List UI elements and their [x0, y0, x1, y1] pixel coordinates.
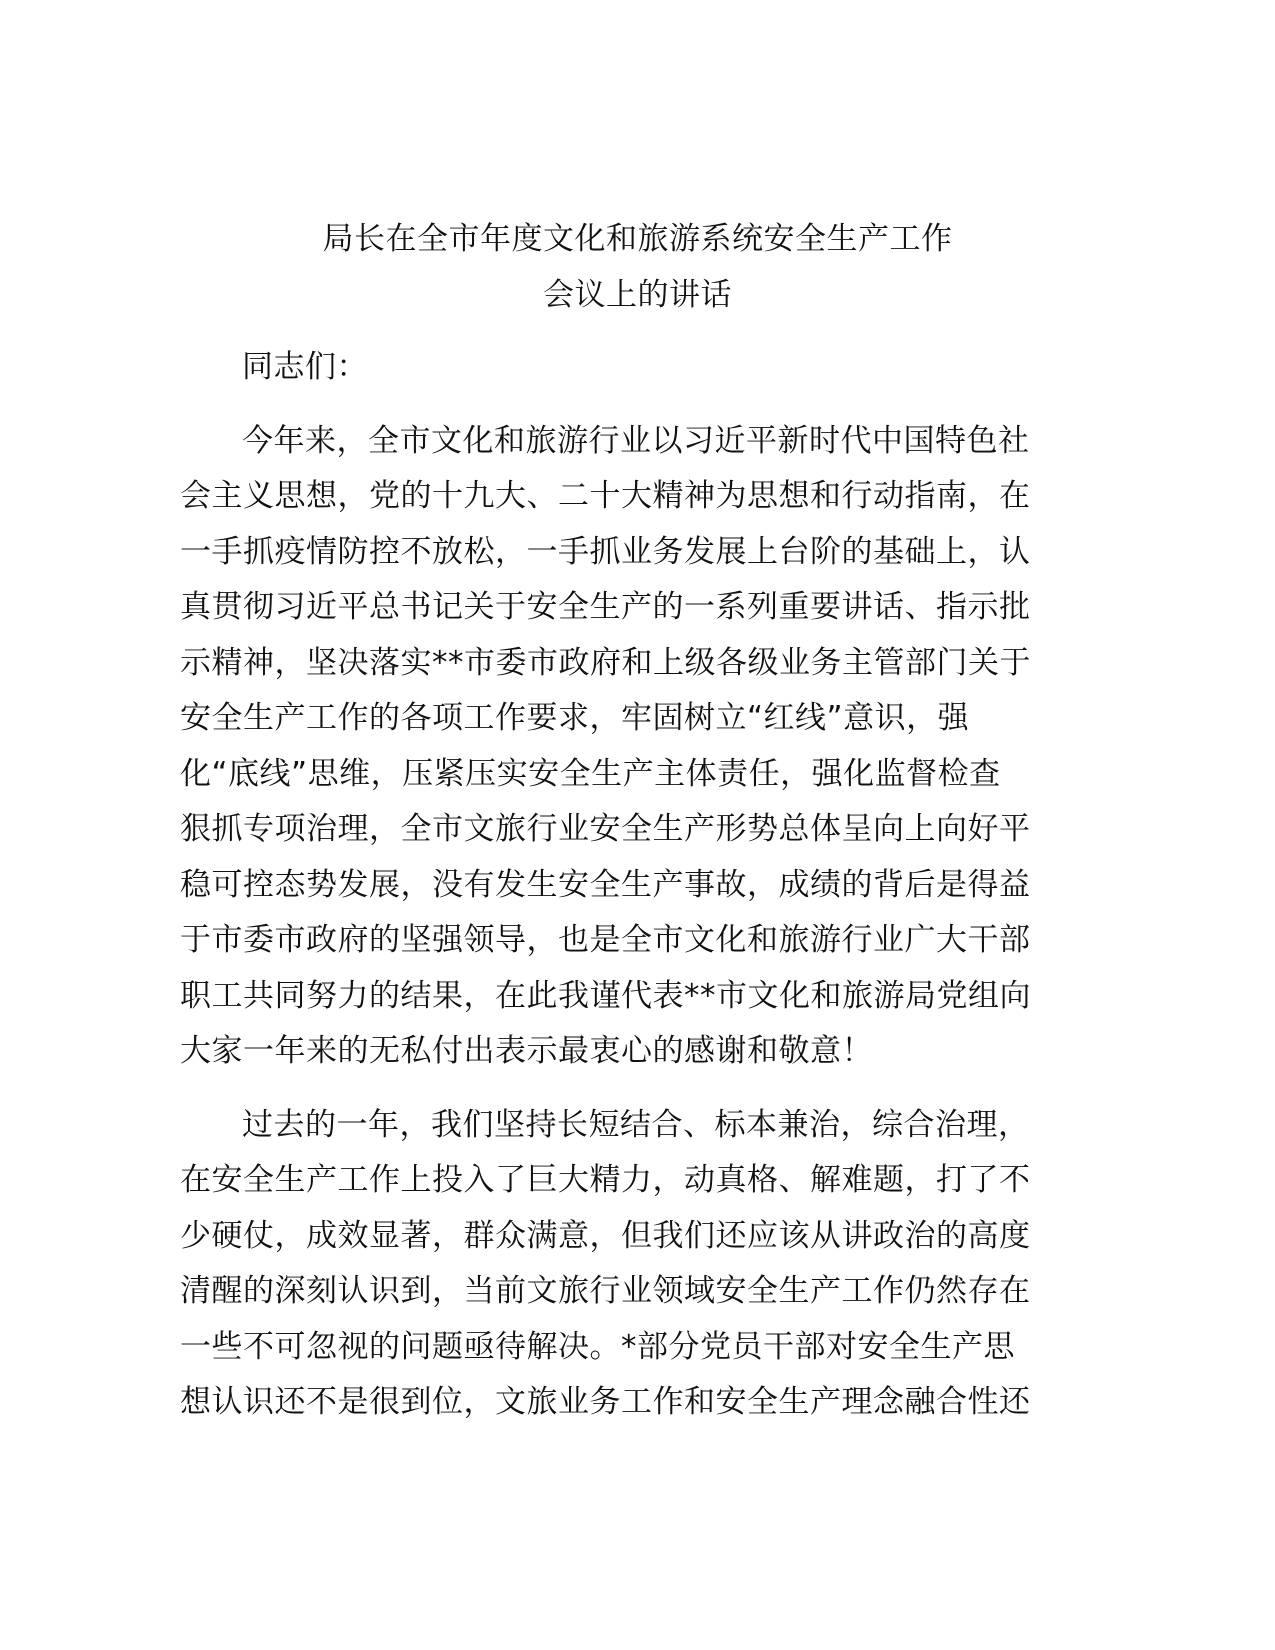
paragraph-line: 真贯彻习近平总书记关于安全生产的一系列重要讲话、指示批 — [180, 589, 1031, 625]
paragraph-line: 会主义思想，党的十九大、二十大精神为思想和行动指南，在 — [180, 478, 1031, 514]
paragraph-line: 狠抓专项治理，全市文旅行业安全生产形势总体呈向上向好平 — [180, 811, 1031, 847]
paragraph-line: 一些不可忽视的问题亟待解决。*部分党员干部对安全生产思 — [180, 1328, 1015, 1365]
paragraph-line: 安全生产工作的各项工作要求，牢固树立“红线”意识，强 — [180, 700, 970, 736]
paragraph-line: 今年来，全市文化和旅游行业以习近平新时代中国特色社 — [242, 422, 1030, 459]
title-line: 会议上的讲话 — [543, 276, 732, 313]
paragraph-line: 清醒的深刻认识到，当前文旅行业领域安全生产工作仍然存在 — [180, 1273, 1031, 1309]
paragraph-line: 职工共同努力的结果，在此我谨代表**市文化和旅游局党组向 — [180, 977, 1031, 1014]
paragraph-line: 大家一年来的无私付出表示最衷心的感谢和敬意！ — [180, 1033, 873, 1069]
paragraph-line: 想认识还不是很到位，文旅业务工作和安全生产理念融合性还 — [180, 1384, 1031, 1420]
paragraph — [180, 414, 1040, 1080]
paragraph-line: 稳可控态势发展，没有发生安全生产事故，成绩的背后是得益 — [180, 866, 1031, 903]
document-body — [180, 340, 1040, 1431]
paragraph — [180, 1098, 1040, 1431]
paragraph-line: 过去的一年，我们坚持长短结合、标本兼治，综合治理， — [242, 1106, 1030, 1143]
paragraph-line: 于市委市政府的坚强领导，也是全市文化和旅游行业广大干部 — [180, 922, 1031, 958]
paragraph-line: 在安全生产工作上投入了巨大精力，动真格、解难题，打了不 — [180, 1162, 1031, 1198]
paragraph-line: 化“底线”思维，压紧压实安全生产主体责任，强化监督检查 — [180, 755, 1001, 792]
paragraph-line: 少硬仗，成效显著，群众满意，但我们还应该从讲政治的高度 — [180, 1217, 1031, 1254]
title-line: 局长在全市年度文化和旅游系统安全生产工作 — [322, 221, 953, 257]
paragraph-line: 一手抓疫情防控不放松，一手抓业务发展上台阶的基础上，认 — [180, 533, 1031, 570]
salutation: 同志们： — [242, 349, 368, 385]
paragraph-line: 示精神，坚决落实**市委市政府和上级各级业务主管部门关于 — [180, 644, 1031, 681]
document-title — [150, 212, 1125, 323]
